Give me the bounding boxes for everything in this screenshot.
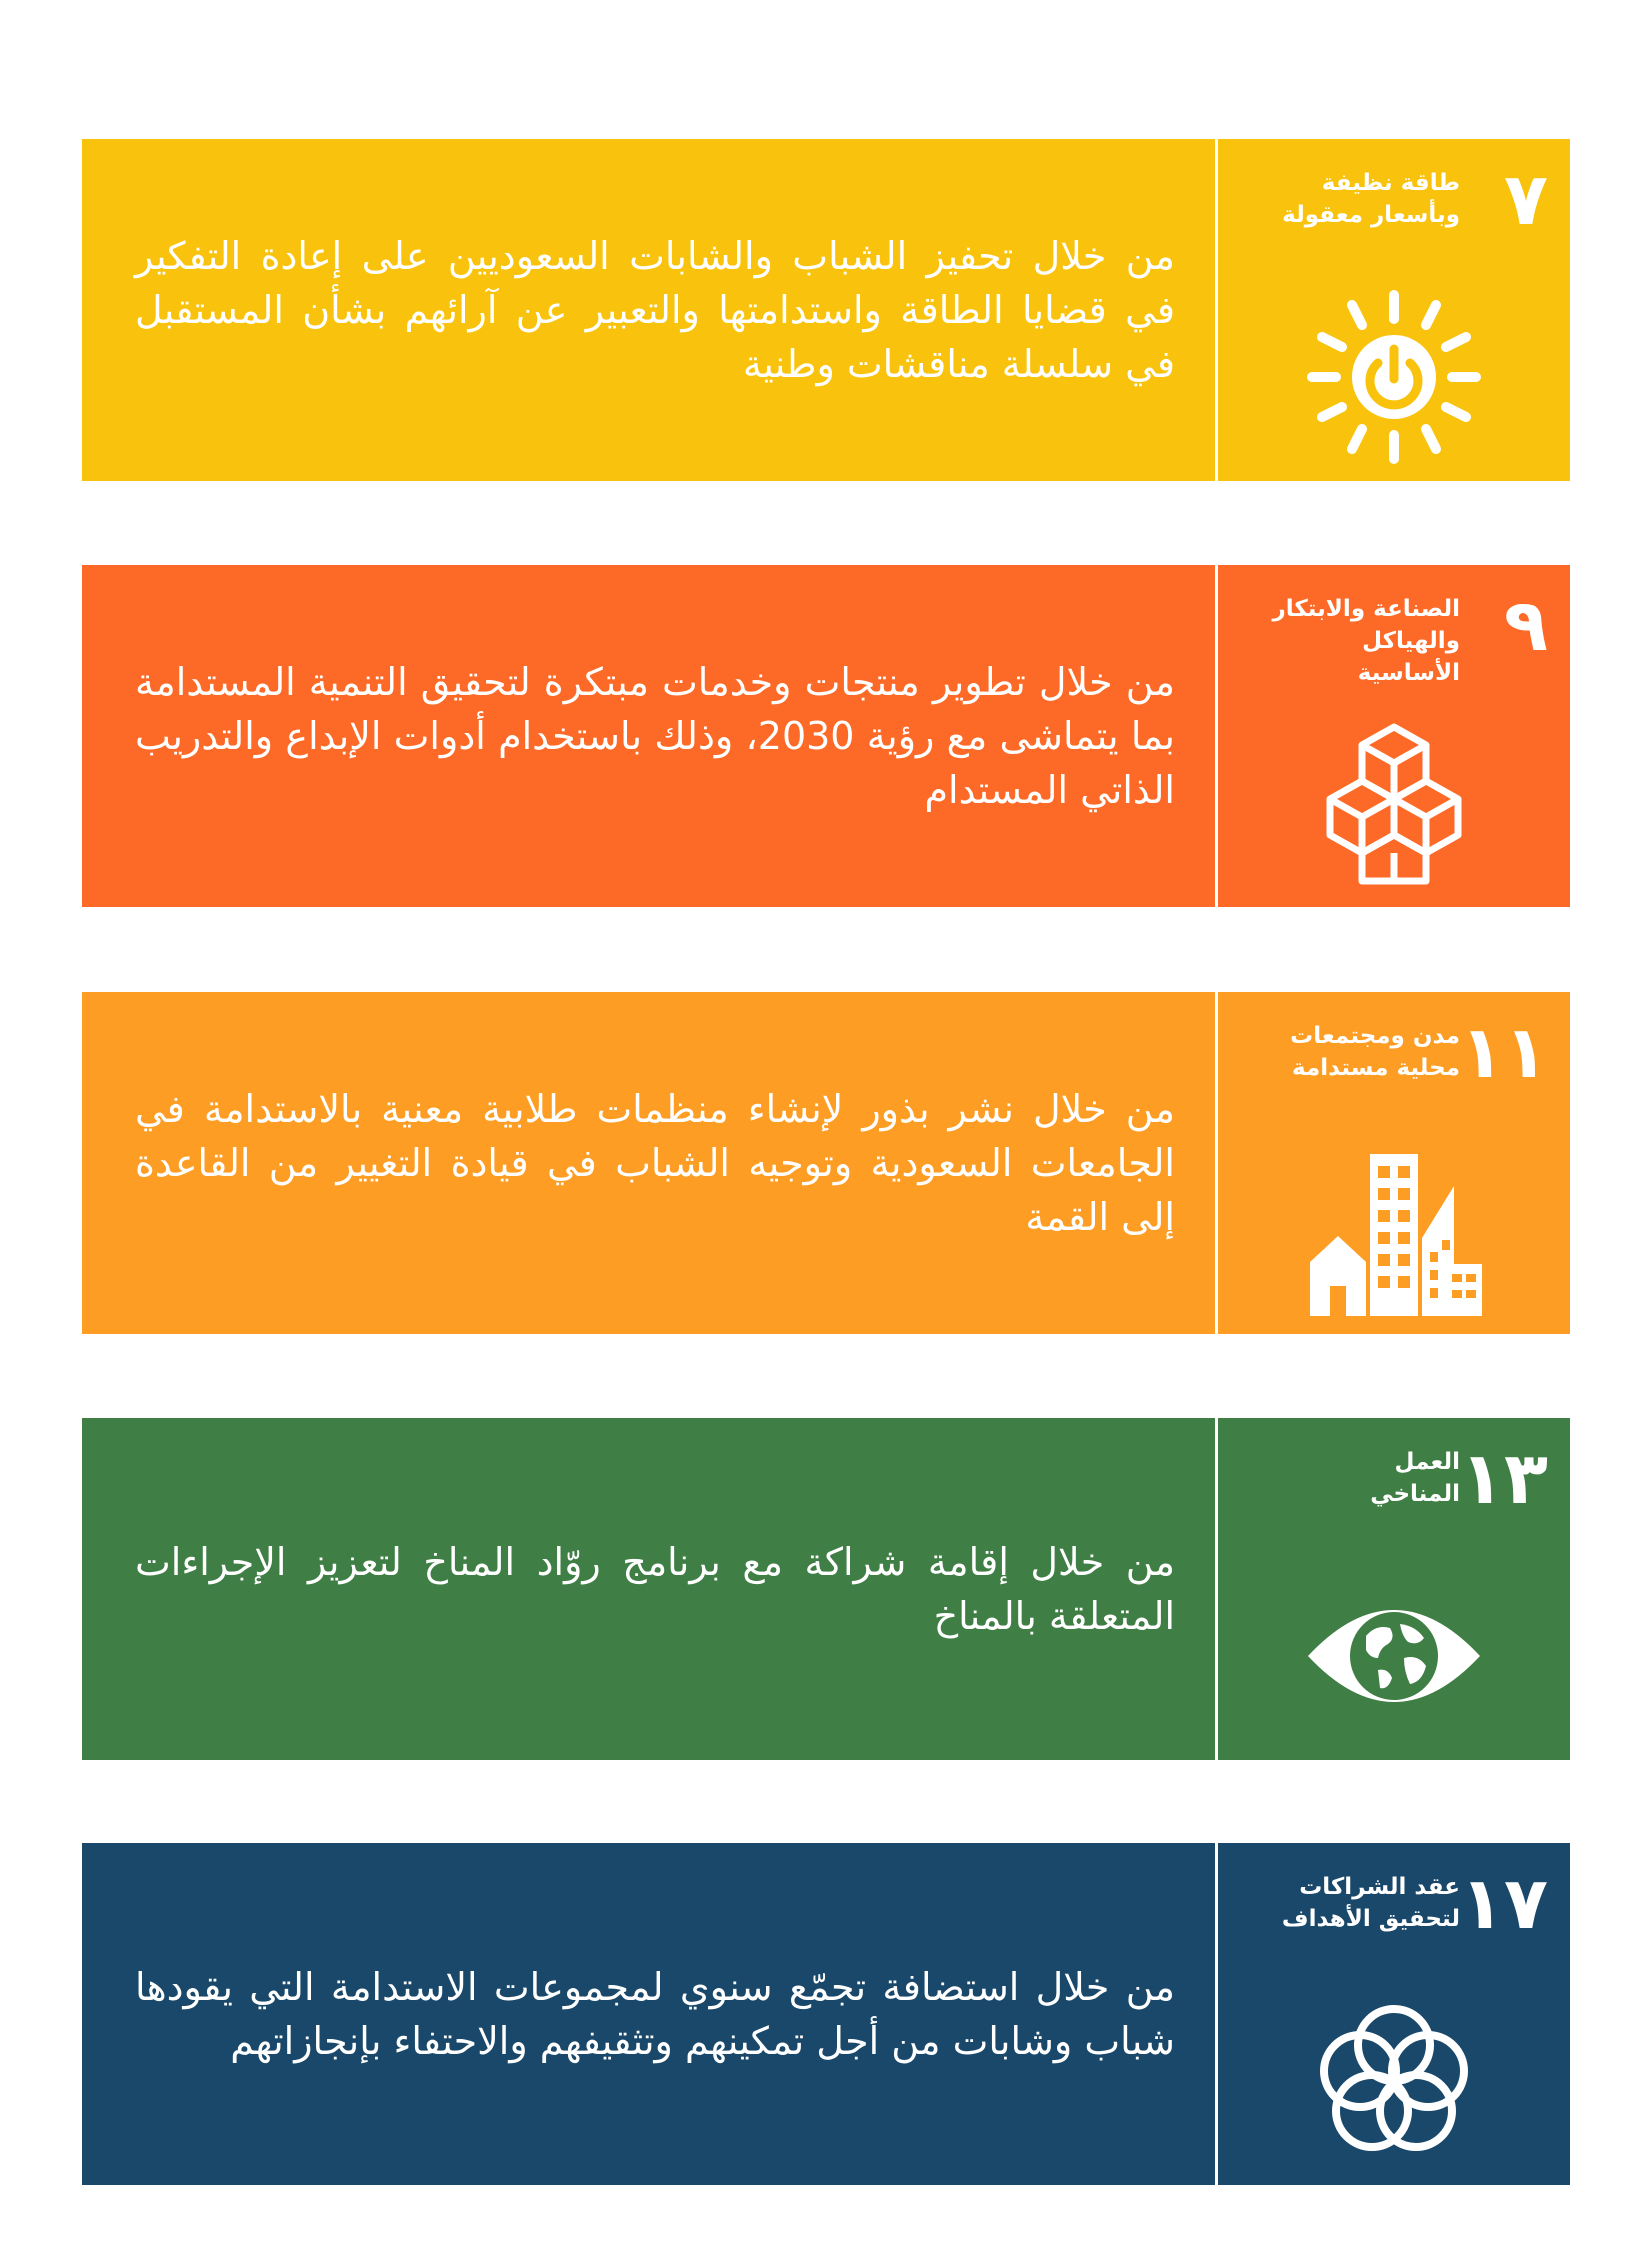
goal-11-number: ١١ (1460, 1010, 1548, 1094)
goal-7-description-panel (82, 139, 1215, 481)
goal-17-description: من خلال استضافة تجمّع سنوي لمجموعات الاستدامة التي يقودها شباب وشابات من أجل تمكينهم وتثقيفهم والاحتفاء بإنجازاتهم (135, 1965, 1175, 2063)
goal-13-description: من خلال إقامة شراكة مع برنامج روّاد المناخ لتعزيز الإجراءات المتعلقة بالمناخ (135, 1540, 1175, 1638)
goal-17-badge (1218, 1843, 1570, 2185)
goal-9-number: ٩ (1504, 583, 1548, 667)
goal-17-description-panel (82, 1843, 1215, 2185)
goal-11-badge (1218, 992, 1570, 1334)
goal-7-badge (1218, 139, 1570, 481)
goal-13-number: ١٣ (1460, 1436, 1548, 1520)
goal-11-title: مدن ومجتمعات محلية مستدامة (1290, 1023, 1460, 1081)
goal-9-badge (1218, 565, 1570, 907)
goal-9-description-panel (82, 565, 1215, 907)
goal-17-title: عقد الشراكات لتحقيق الأهداف (1281, 1874, 1460, 1932)
goal-7-description: من خلال تحفيز الشباب والشابات السعوديين على إعادة التفكير في قضايا الطاقة واستدامتها والتعبير عن آرائهم بشأن المستقبل في سلسلة مناقشات وطنية (135, 234, 1175, 386)
goal-9-title: الصناعة والابتكار والهياكل الأساسية (1272, 596, 1460, 686)
goal-card-11 (82, 992, 1570, 1334)
goal-13-description-panel (82, 1418, 1215, 1760)
goal-13-title: العمل المناخي (1370, 1449, 1460, 1507)
goal-11-description-panel (82, 992, 1215, 1334)
partnership-rings-icon (1304, 1991, 1484, 2171)
goal-card-13 (82, 1418, 1570, 1760)
goal-9-description: من خلال تطوير منتجات وخدمات مبتكرة لتحقيق التنمية المستدامة بما يتماشى مع رؤية 2030، وذلك باستخدام أدوات الإبداع والتدريب الذاتي المستدام (135, 660, 1175, 812)
clean-energy-sun-icon (1304, 287, 1484, 467)
sustainable-city-buildings-icon (1304, 1140, 1484, 1320)
goal-13-badge (1218, 1418, 1570, 1760)
goal-card-7 (82, 139, 1570, 481)
goal-7-title: طاقة نظيفة وبأسعار معقولة (1282, 170, 1460, 228)
climate-eye-globe-icon (1304, 1566, 1484, 1746)
goal-11-description: من خلال نشر بذور لإنشاء منظمات طلابية معنية بالاستدامة في الجامعات السعودية وتوجيه الشباب في قيادة التغيير من القاعدة إلى القمة (135, 1087, 1175, 1239)
goal-17-number: ١٧ (1460, 1861, 1548, 1945)
goal-7-number: ٧ (1504, 157, 1548, 241)
industry-cubes-icon (1304, 713, 1484, 893)
goal-card-9 (82, 565, 1570, 907)
goal-card-17 (82, 1843, 1570, 2185)
